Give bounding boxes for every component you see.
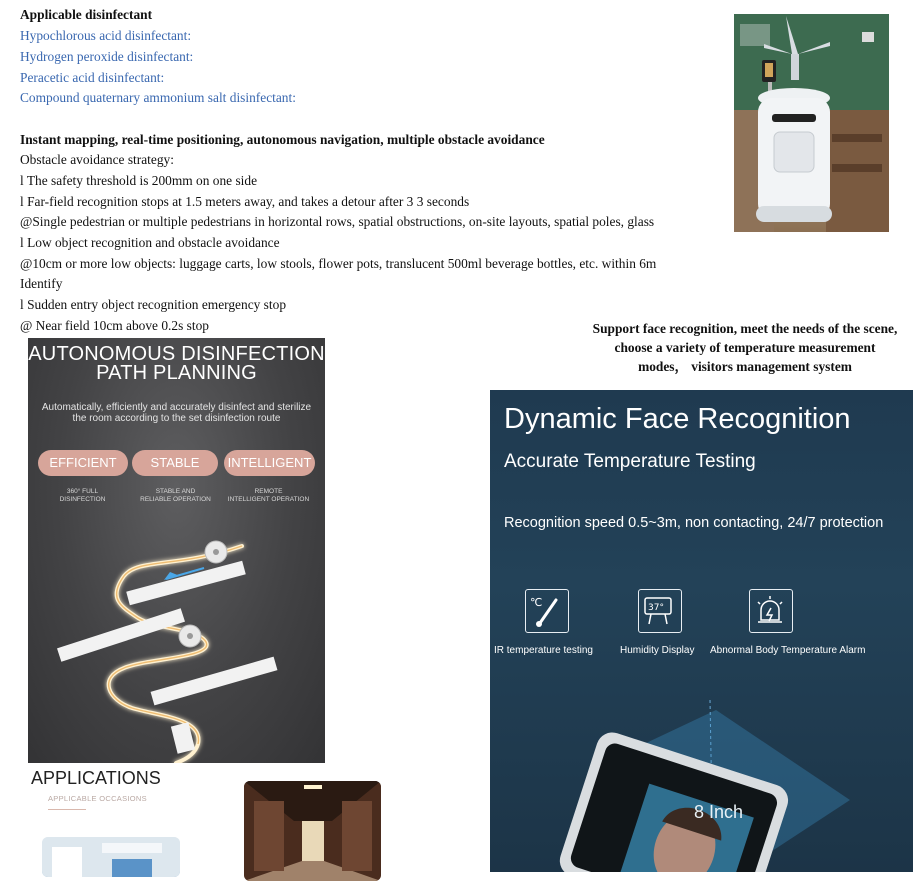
svg-text:℃: ℃ xyxy=(530,596,543,609)
navigation-heading: Instant mapping, real-time positioning, autonomous navigation, multiple obstacle avoidance xyxy=(20,132,545,147)
face-scan-device-illustration xyxy=(490,690,913,872)
poster-description: Automatically, efficiently and accurately disinfect and sterilize the room according to the set disinfection route xyxy=(41,402,312,424)
hospital-room-photo xyxy=(42,837,180,877)
feature-label: Humidity Display xyxy=(620,645,695,656)
disinfectant-item: Hypochlorous acid disinfectant: xyxy=(20,28,192,43)
applications-subtitle: APPLICABLE OCCASIONS xyxy=(48,794,147,803)
spec-line: @10cm or more low objects: luggage carts, low stools, flower pots, translucent 500ml beverage bottles, etc. within 6m xyxy=(20,256,657,271)
caption-line: choose a variety of temperature measurement xyxy=(614,340,876,355)
face-recognition-panel xyxy=(490,390,913,872)
poster-title-line: AUTONOMOUS DISINFECTION xyxy=(28,343,325,365)
feature-label: IR temperature testing xyxy=(494,645,593,656)
recognition-speed-text: Recognition speed 0.5~3m, non contacting, 24/7 protection xyxy=(504,515,884,531)
disinfectant-heading: Applicable disinfectant xyxy=(20,7,153,22)
humidity-display-icon xyxy=(638,589,682,633)
spec-line: @Single pedestrian or multiple pedestrians in horizontal rows, spatial obstructions, on-site layouts, spatial poles, glass xyxy=(20,214,655,229)
spec-line: @ Near field 10cm above 0.2s stop xyxy=(20,318,209,333)
panel-title: Dynamic Face Recognition xyxy=(504,403,851,435)
robot-marker xyxy=(205,541,227,563)
feature-subtext: REMOTE INTELLIGENT OPERATION xyxy=(227,488,310,503)
applications-divider xyxy=(48,809,86,810)
thermometer-icon xyxy=(525,589,569,633)
obstacle-bar xyxy=(151,657,278,706)
caption-line: Support face recognition, meet the needs of the scene, xyxy=(592,321,898,336)
spec-line: l Low object recognition and obstacle avoidance xyxy=(20,235,280,250)
svg-text:37°: 37° xyxy=(648,603,664,613)
face-recognition-caption xyxy=(565,319,923,376)
disinfectant-item: Hydrogen peroxide disinfectant: xyxy=(20,49,194,64)
alarm-icon xyxy=(749,589,793,633)
spec-line: Identify xyxy=(20,276,63,291)
spec-line: l The safety threshold is 200mm on one side xyxy=(20,173,258,188)
feature-pill: STABLE xyxy=(132,450,218,476)
robot-illustration xyxy=(734,14,889,232)
applications-title: APPLICATIONS xyxy=(31,768,161,788)
obstacle-bar xyxy=(57,608,185,661)
panel-subtitle: Accurate Temperature Testing xyxy=(504,451,756,472)
feature-pill: INTELLIGENT xyxy=(224,450,315,476)
disinfection-path-poster xyxy=(28,338,325,763)
feature-label: Abnormal Body Temperature Alarm xyxy=(710,645,866,656)
caption-line: modes， visitors management system xyxy=(638,359,852,374)
robot-marker xyxy=(179,625,201,647)
spec-line: l Far-field recognition stops at 1.5 meters away, and takes a detour after 3 3 seconds xyxy=(20,194,470,209)
hotel-corridor-photo xyxy=(244,781,381,881)
feature-subtext: STABLE AND RELIABLE OPERATION xyxy=(140,488,211,503)
poster-title-line: PATH PLANNING xyxy=(96,362,257,384)
disinfectant-item: Peracetic acid disinfectant: xyxy=(20,70,165,85)
robot-photo xyxy=(734,14,889,232)
path-illustration xyxy=(28,528,325,763)
feature-pill: EFFICIENT xyxy=(38,450,128,476)
feature-subtext: 360° FULL DISINFECTION xyxy=(59,488,106,503)
device-size-label: 8 Inch xyxy=(694,802,744,822)
spec-line: l Sudden entry object recognition emergency stop xyxy=(20,297,287,312)
spec-line: Obstacle avoidance strategy: xyxy=(20,152,174,167)
disinfectant-item: Compound quaternary ammonium salt disinfectant: xyxy=(20,90,296,105)
